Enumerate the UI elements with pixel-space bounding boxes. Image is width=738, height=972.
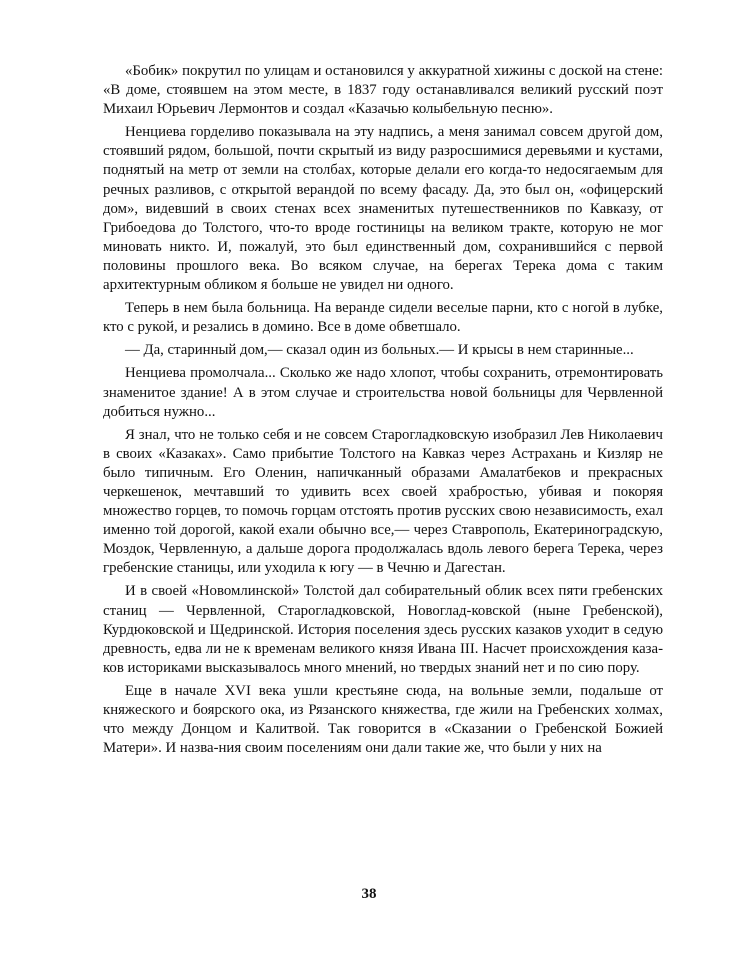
paragraph: — Да, старинный дом,— сказал один из больных.— И крысы в нем старинные... bbox=[125, 342, 634, 359]
paragraph: Ненциева горделиво показывала на эту надпись, а меня занимал совсем другой дом, стоявший рядом, большой, почти скрытый из виду разросшимися деревьями и кустами, поднятый на метр от земли на столбах, которые делали его когда-то недосягаемым для речных разливов, с открытой верандой по всему фасаду. Да, это был он, «офицерский дом», видевший в своих стенах всех знаменитых путешественников по Кавказу, от Грибоедова до Толстого, что-то вроде гостиницы на великом тракте, которую не мог миновать никто. И, пожалуй, это был единственный дом, сохранившийся с первой половины прошлого века. Во всяком случае, на берегах Терека дома с таким архитектурным обликом я больше не увидел ни одного. bbox=[103, 124, 663, 294]
page-body bbox=[103, 62, 663, 762]
paragraph: Ненциева промолчала... Сколько же надо хлопот, чтобы сохранить, отремонтировать знаменитое здание! А в этом случае и строительства новой больницы для Червленной добиться нужно... bbox=[103, 365, 663, 420]
paragraph: Я знал, что не только себя и не совсем Старогладковскую изобразил Лев Николаевич в своих «Казаках». Само прибытие Толстого на Кавказ через Астрахань и Кизляр не было типичным. Его Оленин, напичканный образами Амалатбеков и прекрасных черкешенок, мечтавший то удивить всех своей храбростью, убивая и покоряя множество горцев, то помочь горцам отстоять против русских свою независимость, ехал именно той дорогой, какой ехали обычно все,— через Ставрополь, Екатериноградскую, Моздок, Червленную, а дальше дорога продолжалась вдоль левого берега Терека, через гребенские станицы, или уходила к югу — в Чечню и Дагестан. bbox=[103, 426, 663, 577]
paragraph: Теперь в нем была больница. На веранде сидели веселые парни, кто с ногой в лубке, кто с рукой, и резались в домино. Все в доме обветшало. bbox=[103, 300, 663, 336]
paragraph: Еще в начале XVI века ушли крестьяне сюда, на вольные земли, подальше от княжеского и боярского ока, из Рязанского княжества, где жили на Гребенских холмах, что между Донцом и Калитвой. Так говорится в «Сказании о Гребенской Божией Матери». И назва-ния своим поселениям они дали такие же, что были у них на bbox=[103, 682, 663, 757]
page-number: 38 bbox=[361, 886, 377, 902]
paragraph: «Бобик» покрутил по улицам и остановился у аккуратной хижины с доской на стене: «В доме, стоявшем на этом месте, в 1837 году останавливался великий русский поэт Михаил Юрьевич Лермонтов и создал «Казачью колыбельную песню». bbox=[103, 63, 663, 118]
paragraph: И в своей «Новомлинской» Толстой дал собирательный облик всех пяти гребенских станиц — Червленной, Старогладковской, Новоглад-ковской (ныне Гребенской), Курдюковской и Щедринской. История поселения здесь русских казаков уходит в седую древность, едва ли не к временам великого князя Ивана III. Насчет происхождения каза-ков историками высказывалось много мнений, но твердых знаний нет и по сию пору. bbox=[103, 583, 663, 676]
